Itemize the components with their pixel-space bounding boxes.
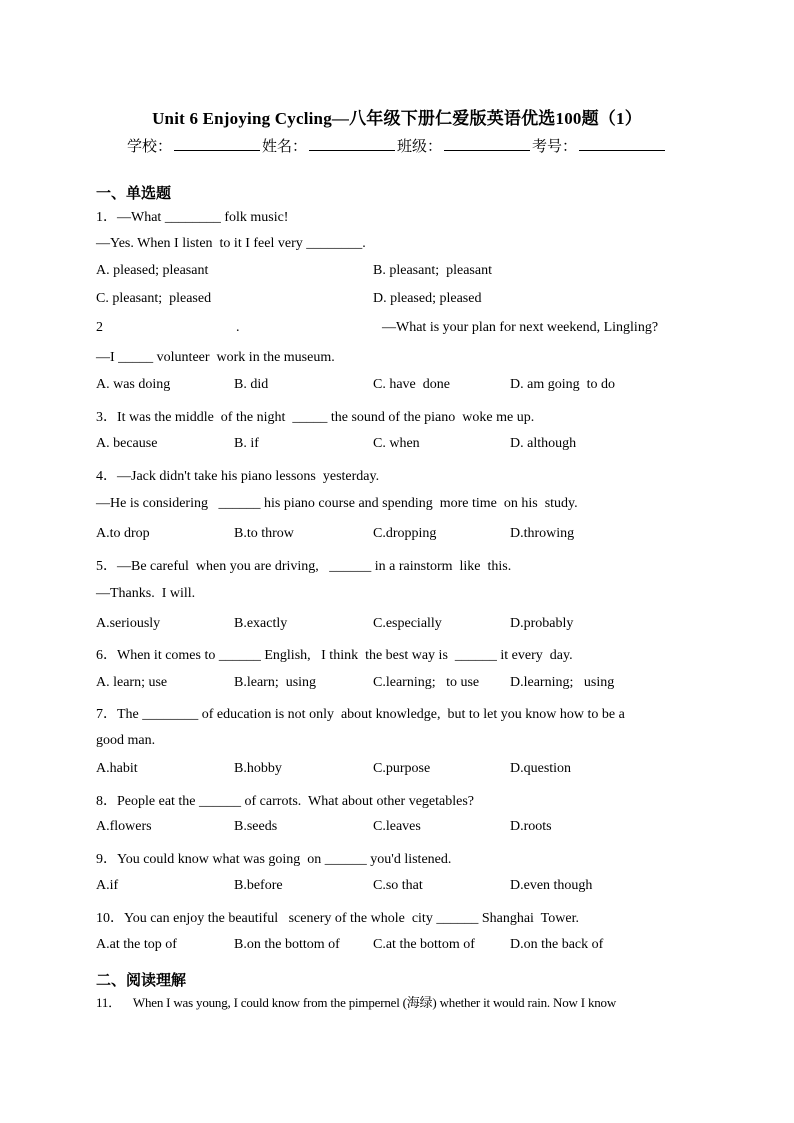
question-6-option-b: B.learn; using	[234, 675, 317, 690]
question-6-stem: 6．When it comes to ______ English, I think the best way is ______ it every day.	[96, 648, 573, 663]
number-label: 考号：	[532, 139, 578, 155]
name-blank[interactable]	[309, 138, 395, 151]
page-title: Unit 6 Enjoying Cycling—八年级下册仁爱版英语优选100题（1）	[152, 109, 642, 128]
question-4-option-c: C.dropping	[373, 526, 437, 541]
question-5-response: —Thanks. I will.	[96, 586, 196, 601]
question-2-option-a: A. was doing	[96, 377, 171, 392]
name-label: 姓名：	[261, 139, 307, 155]
student-info-line	[0, 135, 794, 156]
question-1-option-d: D. pleased; pleased	[373, 291, 482, 306]
question-6-option-a: A. learn; use	[96, 675, 168, 690]
question-10-stem: 10．You can enjoy the beautiful scenery of the whole city ______ Shanghai Tower.	[96, 911, 579, 926]
question-9-option-c: C.so that	[373, 878, 423, 893]
question-1-response: —Yes. When I listen to it I feel very ________.	[96, 236, 366, 251]
question-4-option-b: B.to throw	[234, 526, 294, 541]
question-10-option-c: C.at the bottom of	[373, 937, 475, 952]
question-10-option-b: B.on the bottom of	[234, 937, 340, 952]
question-7-option-c: C.purpose	[373, 761, 431, 776]
question-9-option-d: D.even though	[510, 878, 593, 893]
question-7-stem: 7．The ________ of education is not only about knowledge, but to let you know how to be a	[96, 707, 625, 722]
question-2-number: 2	[96, 320, 103, 335]
question-2-response: —I _____ volunteer work in the museum.	[96, 350, 335, 365]
question-3-option-c: C. when	[373, 436, 420, 451]
question-4-stem: 4．—Jack didn't take his piano lessons yesterday.	[96, 469, 380, 484]
school-blank[interactable]	[174, 138, 260, 151]
question-5-option-d: D.probably	[510, 616, 574, 631]
question-4-option-a: A.to drop	[96, 526, 150, 541]
question-1-option-c: C. pleasant; pleased	[96, 291, 212, 306]
question-7-option-b: B.hobby	[234, 761, 282, 776]
question-7-stem-continued: good man.	[96, 733, 156, 748]
class-label: 班级：	[397, 139, 443, 155]
question-1-stem: 1．—What ________ folk music!	[96, 210, 289, 225]
question-3-option-b: B. if	[234, 436, 259, 451]
question-9-option-a: A.if	[96, 878, 119, 893]
question-2-option-c: C. have done	[373, 377, 450, 392]
question-1-option-a: A. pleased; pleasant	[96, 263, 209, 278]
question-9-stem: 9．You could know what was going on ______ you'd listened.	[96, 852, 452, 867]
question-1-option-b: B. pleasant; pleasant	[373, 263, 492, 278]
question-3-stem: 3．It was the middle of the night _____ the sound of the piano woke me up.	[96, 410, 535, 425]
question-8-stem: 8．People eat the ______ of carrots. What about other vegetables?	[96, 794, 475, 809]
question-10-option-d: D.on the back of	[510, 937, 604, 952]
question-11-passage: 11． When I was young, I could know from the pimpernel (海绿) whether it would rain. Now I know	[96, 995, 617, 1010]
section-heading-reading: 二、阅读理解	[96, 971, 187, 989]
question-4-option-d: D.throwing	[510, 526, 575, 541]
question-2-dot: .	[236, 320, 240, 335]
question-9-option-b: B.before	[234, 878, 283, 893]
question-3-option-a: A. because	[96, 436, 158, 451]
question-5-stem: 5．—Be careful when you are driving, ______ in a rainstorm like this.	[96, 559, 512, 574]
question-3-option-d: D. although	[510, 436, 577, 451]
question-4-response: —He is considering ______ his piano course and spending more time on his study.	[96, 496, 578, 511]
question-5-option-a: A.seriously	[96, 616, 161, 631]
question-2-option-b: B. did	[234, 377, 269, 392]
number-blank[interactable]	[579, 138, 665, 151]
class-blank[interactable]	[444, 138, 530, 151]
question-10-option-a: A.at the top of	[96, 937, 177, 952]
question-8-option-d: D.roots	[510, 819, 552, 834]
question-8-option-c: C.leaves	[373, 819, 421, 834]
question-8-option-a: A.flowers	[96, 819, 152, 834]
question-8-option-b: B.seeds	[234, 819, 278, 834]
question-5-option-c: C.especially	[373, 616, 442, 631]
question-7-option-a: A.habit	[96, 761, 138, 776]
section-heading-single-choice: 一、单选题	[96, 184, 172, 202]
question-6-option-d: D.learning; using	[510, 675, 615, 690]
question-7-option-d: D.question	[510, 761, 572, 776]
school-label: 学校：	[126, 139, 172, 155]
question-2-option-d: D. am going to do	[510, 377, 615, 392]
question-6-option-c: C.learning; to use	[373, 675, 480, 690]
question-2-stem: —What is your plan for next weekend, Lingling?	[382, 320, 659, 335]
question-5-option-b: B.exactly	[234, 616, 288, 631]
